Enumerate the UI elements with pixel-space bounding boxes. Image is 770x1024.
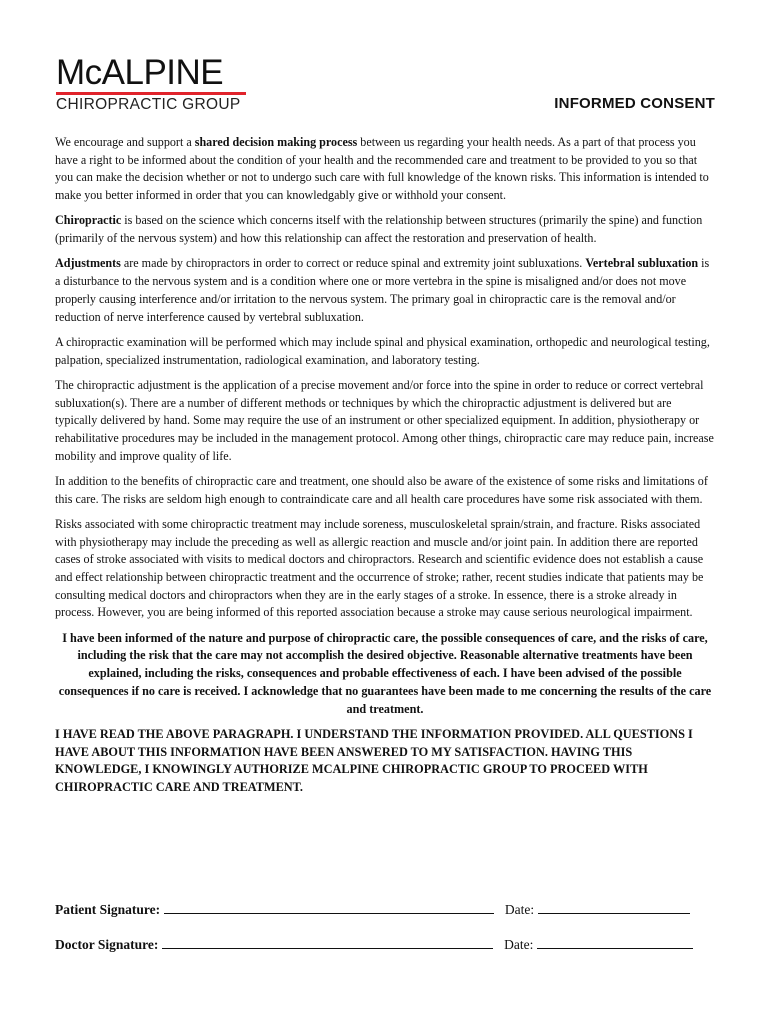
risks-paragraph: Risks associated with some chiropractic treatment may include soreness, musculoskeletal sprain/strain, and fracture. Risks associated with physiotherapy may include the preceding as well as allergic reaction and muscle and/or joint pain. In addition there are reported cases of stroke associated with visits to medical doctors and chiropractors. Research and scientific evidence does not establish a cause and effect relationship between chiropractic treatment and the occurrence of stroke; rather, recent studies indicate that patients may be consulting medical doctors and chiropractors when they are in the early stages of a stroke. In essence, there is a stroke already in process. However, you are being informed of this reported association because a stroke may cause serious neurological impairment. <box>55 516 704 620</box>
emphasis-shared-decision: shared decision making process <box>194 135 358 149</box>
logo-subtitle: CHIROPRACTIC GROUP <box>56 96 241 113</box>
patient-signature-field[interactable] <box>164 900 494 914</box>
doctor-signature-row <box>55 935 715 954</box>
adjustment-method-paragraph: The chiropractic adjustment is the application of a precise movement and/or force into the spine in order to reduce or correct vertebral subluxation(s). There are a number of different methods or techniques by which the chiropractic adjustment is delivered but are typically delivered by hand. Some may require the use of an instrument or other specialized equipment. In addition, physiotherapy or rehabilitative procedures may be included in the management protocol. Among other things, chiropractic care may reduce pain, increase mobility and improve quality of life. <box>55 377 714 463</box>
patient-date-label: Date: <box>504 902 535 917</box>
authorization-paragraph: I HAVE READ THE ABOVE PARAGRAPH. I UNDERSTAND THE INFORMATION PROVIDED. ALL QUESTIONS I HAVE ABOUT THIS INFORMATION HAVE BEEN ANSWERED TO MY SATISFACTION. HAVING THIS KNOWLEDGE, I KNOWINGLY AUTHORIZE MCALPINE CHIROPRACTIC GROUP TO PROCEED WITH CHIROPRACTIC CARE AND TREATMENT. <box>55 726 693 794</box>
benefits-risks-paragraph: In addition to the benefits of chiropractic care and treatment, one should also be aware of the existence of some risks and limitations of this care. The risks are seldom high enough to contraindicate care and all health care procedures have some risk associated with them. <box>55 473 708 506</box>
doctor-date-field[interactable] <box>537 935 693 949</box>
doctor-signature-label: Doctor Signature: <box>55 937 159 952</box>
patient-signature-row <box>55 900 715 919</box>
acknowledgment-paragraph: I have been informed of the nature and purpose of chiropractic care, the possible consequences of care, and the risks of care, including the risk that the care may not accomplish the desired objective. Reasonable alternative treatments have been explained, including the risks, consequences and probable effectiveness of each. I have been advised of the possible consequences if no care is received. I acknowledge that no guarantees have been made to me concerning the results of the care and treatment. <box>58 630 712 716</box>
term-chiropractic: Chiropractic <box>55 213 122 228</box>
intro-paragraph: We encourage and support a shared decision making process between us regarding your health needs. As a part of that process you have a right to be informed about the condition of your health and the recommended care and treatment to be provided to you so that you can make the decision whether or not to undergo such care with full knowledge of the known risks. This information is intended to make you better informed in order that you can knowledgably give or withhold your consent. <box>55 135 709 203</box>
patient-date-field[interactable] <box>538 900 690 914</box>
page-title: INFORMED CONSENT <box>554 95 715 112</box>
consent-body <box>55 134 715 804</box>
patient-signature-label: Patient Signature: <box>55 902 161 917</box>
term-adjustments: Adjustments <box>55 256 121 271</box>
term-vertebral-subluxation: Vertebral subluxation <box>585 256 699 271</box>
examination-paragraph: A chiropractic examination will be performed which may include spinal and physical examination, orthopedic and neurological testing, palpation, specialized instrumentation, radiological examination, and laboratory testing. <box>55 334 710 367</box>
logo-wordmark: McALPINE <box>56 53 224 92</box>
mcalpine-logo <box>56 54 256 115</box>
doctor-date-label: Date: <box>504 937 534 952</box>
adjustments-paragraph: Adjustments are made by chiropractors in order to correct or reduce spinal and extremity joint subluxations. Vertebral subluxation is a disturbance to the nervous system and is a condition where one or more vertebra in the spine is misaligned and/or does not move properly causing interference and/or irritation to the nervous system. The primary goal in chiropractic care is the removal and/or reduction of nerve interference caused by vertebral subluxation. <box>55 256 710 324</box>
chiropractic-definition-paragraph: Chiropractic is based on the science which concerns itself with the relationship between structures (primarily the spine) and function (primarily of the nervous system) and how this relationship can affect the restoration and preservation of health. <box>55 213 703 246</box>
doctor-signature-field[interactable] <box>162 935 493 949</box>
